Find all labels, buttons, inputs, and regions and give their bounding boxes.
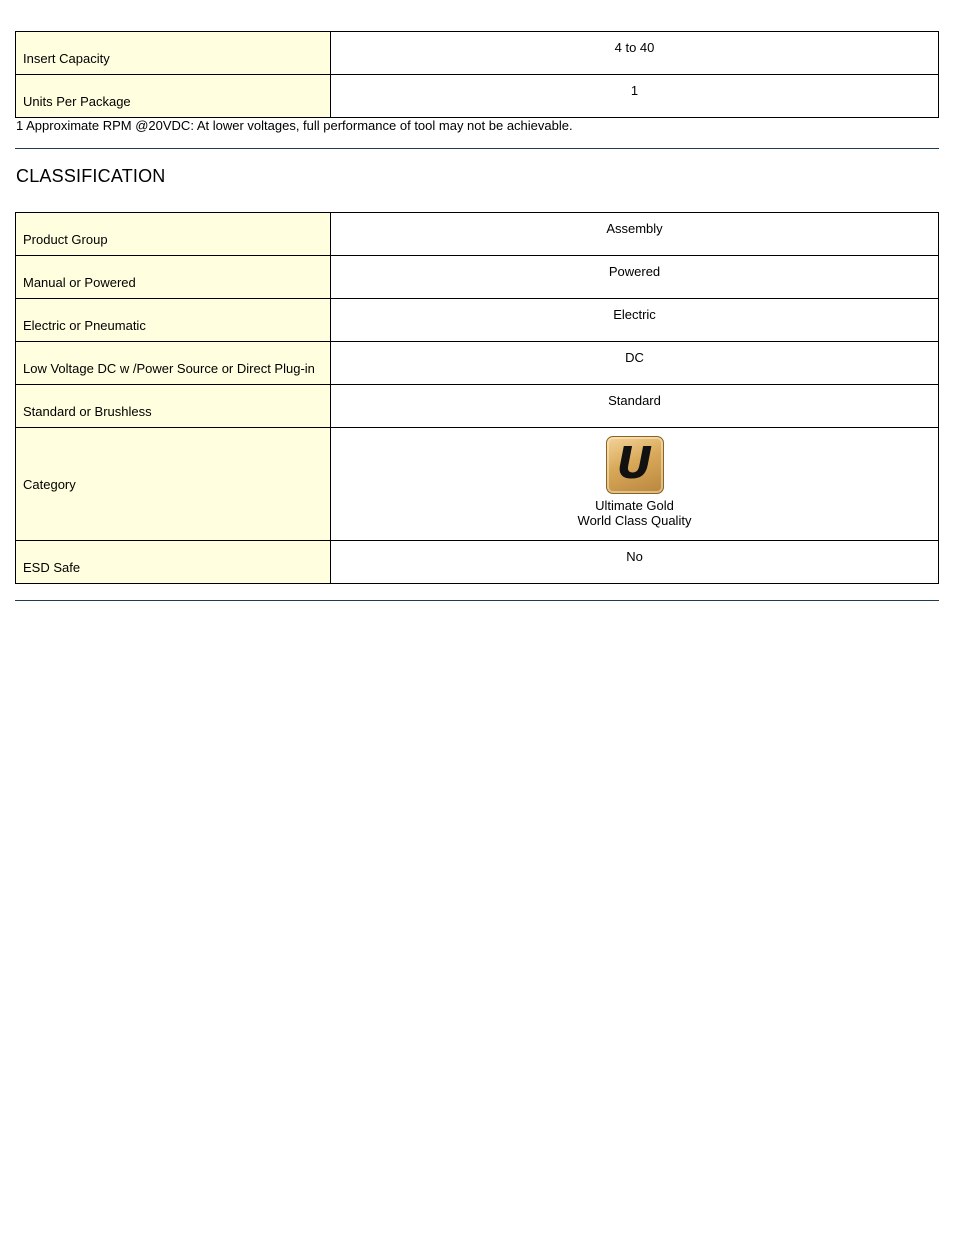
ultimate-gold-badge-icon [606, 436, 664, 494]
table-row [16, 385, 939, 428]
table-row-category [16, 428, 939, 541]
specifications-table [15, 31, 939, 118]
classification-value: Standard [331, 385, 939, 428]
classification-label: Low Voltage DC w /Power Source or Direct Plug-in [16, 342, 331, 385]
spec-label: Insert Capacity [16, 32, 331, 75]
classification-value: DC [331, 342, 939, 385]
classification-label: Electric or Pneumatic [16, 299, 331, 342]
table-row [16, 256, 939, 299]
table-row [16, 32, 939, 75]
table-row [16, 75, 939, 118]
classification-value: Electric [331, 299, 939, 342]
table-row [16, 213, 939, 256]
category-value [331, 428, 939, 541]
classification-value: Powered [331, 256, 939, 299]
section-title: CLASSIFICATION [16, 166, 166, 186]
classification-value: No [331, 541, 939, 584]
classification-table [15, 212, 939, 584]
badge-caption-line2: World Class Quality [577, 513, 692, 528]
divider [15, 600, 939, 601]
category-label: Category [16, 428, 331, 541]
classification-label: Manual or Powered [16, 256, 331, 299]
badge-caption-line1: Ultimate Gold [595, 498, 674, 513]
divider [15, 148, 939, 149]
badge-letter: U [616, 438, 653, 489]
table-row [16, 541, 939, 584]
classification-label: ESD Safe [16, 541, 331, 584]
spec-value: 1 [331, 75, 939, 118]
classification-label: Product Group [16, 213, 331, 256]
table-row [16, 299, 939, 342]
footnote: 1 Approximate RPM @20VDC: At lower voltages, full performance of tool may not be achievable. [16, 118, 573, 133]
classification-label: Standard or Brushless [16, 385, 331, 428]
spec-label: Units Per Package [16, 75, 331, 118]
table-row [16, 342, 939, 385]
classification-value: Assembly [331, 213, 939, 256]
spec-value: 4 to 40 [331, 32, 939, 75]
